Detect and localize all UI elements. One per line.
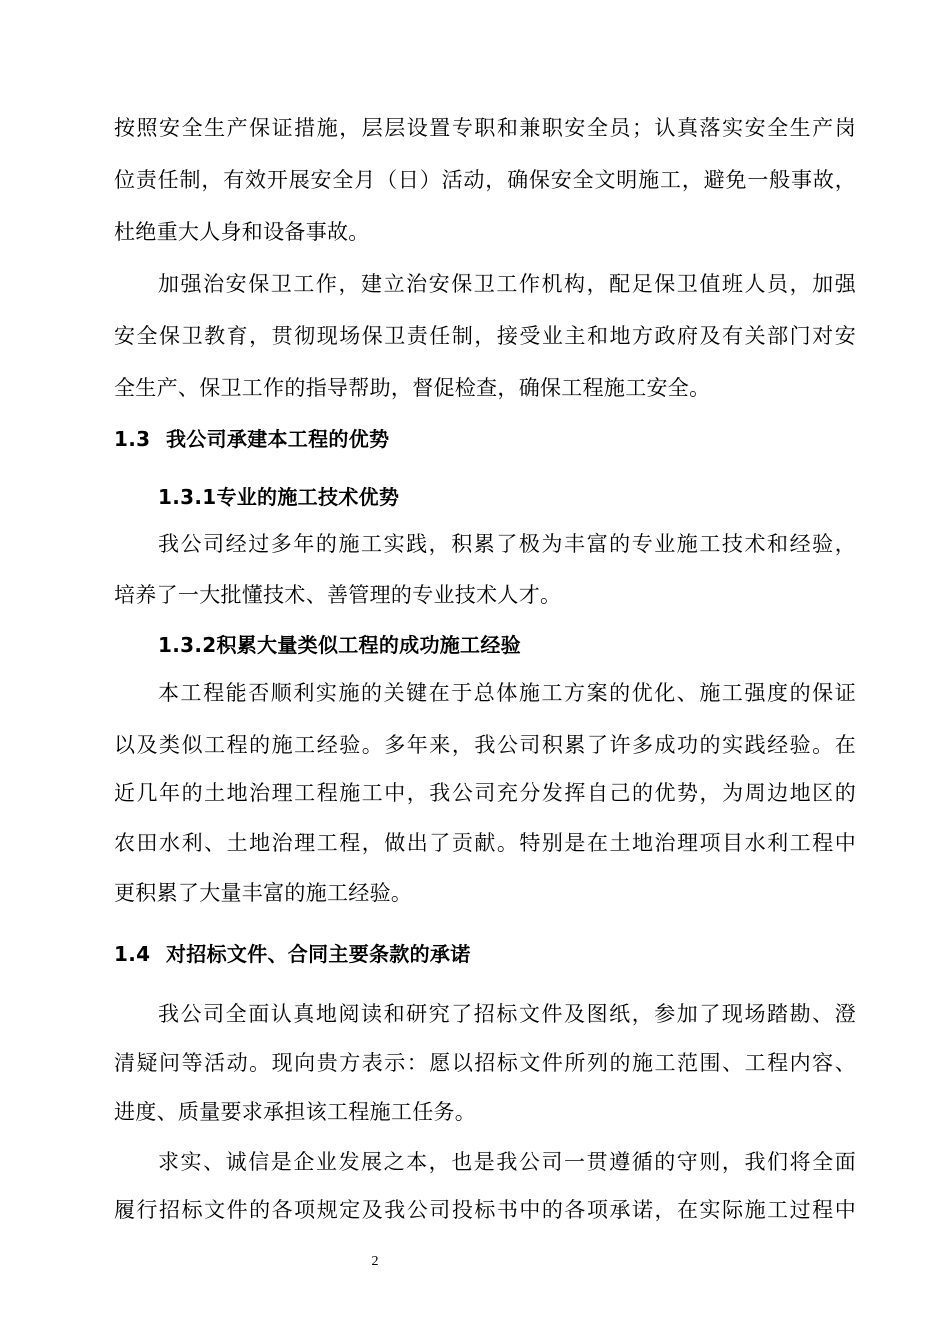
paragraph-line: 我公司经过多年的施工实践，积累了极为丰富的专业施工技术和经验， [158, 532, 856, 556]
paragraph-line: 清疑问等活动。现向贵方表示：愿以招标文件所列的施工范围、工程内容、 [114, 1051, 856, 1075]
paragraph-line: 全生产、保卫工作的指导帮助，督促检查，确保工程施工安全。 [114, 376, 711, 400]
section-number: 1.4 [114, 942, 151, 966]
paragraph-line: 履行招标文件的各项规定及我公司投标书中的各项承诺，在实际施工过程中 [114, 1198, 856, 1222]
paragraph-line: 位责任制，有效开展安全月（日）活动，确保安全文明施工，避免一般事故， [114, 168, 856, 192]
section-title: 我公司承建本工程的优势 [166, 427, 390, 451]
section-heading-1-4 [114, 940, 471, 968]
subsection-heading-1-3-1: 1.3.1专业的施工技术优势 [158, 485, 400, 509]
paragraph-line: 求实、诚信是企业发展之本，也是我公司一贯遵循的守则，我们将全面 [158, 1150, 856, 1174]
subsection-heading-1-3-2: 1.3.2积累大量类似工程的成功施工经验 [158, 633, 521, 657]
paragraph-line: 更积累了大量丰富的施工经验。 [114, 881, 413, 905]
paragraph-line: 进度、质量要求承担该工程施工任务。 [114, 1100, 477, 1124]
paragraph-line: 按照安全生产保证措施，层层设置专职和兼职安全员；认真落实安全生产岗 [114, 116, 856, 140]
paragraph-line: 加强治安保卫工作，建立治安保卫工作机构，配足保卫值班人员，加强 [158, 272, 856, 296]
section-heading-1-3 [114, 425, 389, 453]
paragraph-line: 本工程能否顺利实施的关键在于总体施工方案的优化、施工强度的保证 [158, 681, 856, 705]
section-number: 1.3 [114, 427, 151, 451]
paragraph-line: 杜绝重大人身和设备事故。 [114, 220, 370, 244]
paragraph-line: 我公司全面认真地阅读和研究了招标文件及图纸，参加了现场踏勘、澄 [158, 1002, 856, 1026]
section-title: 对招标文件、合同主要条款的承诺 [166, 942, 471, 966]
page-number: 2 [371, 1254, 379, 1269]
paragraph-line: 安全保卫教育，贯彻现场保卫责任制，接受业主和地方政府及有关部门对安 [114, 324, 856, 348]
paragraph-line: 培养了一大批懂技术、善管理的专业技术人才。 [114, 583, 562, 607]
paragraph-line: 近几年的土地治理工程施工中，我公司充分发挥自己的优势，为周边地区的 [114, 781, 856, 805]
paragraph-line: 以及类似工程的施工经验。多年来，我公司积累了许多成功的实践经验。在 [114, 733, 856, 757]
paragraph-line: 农田水利、土地治理工程，做出了贡献。特别是在土地治理项目水利工程中 [114, 831, 856, 855]
